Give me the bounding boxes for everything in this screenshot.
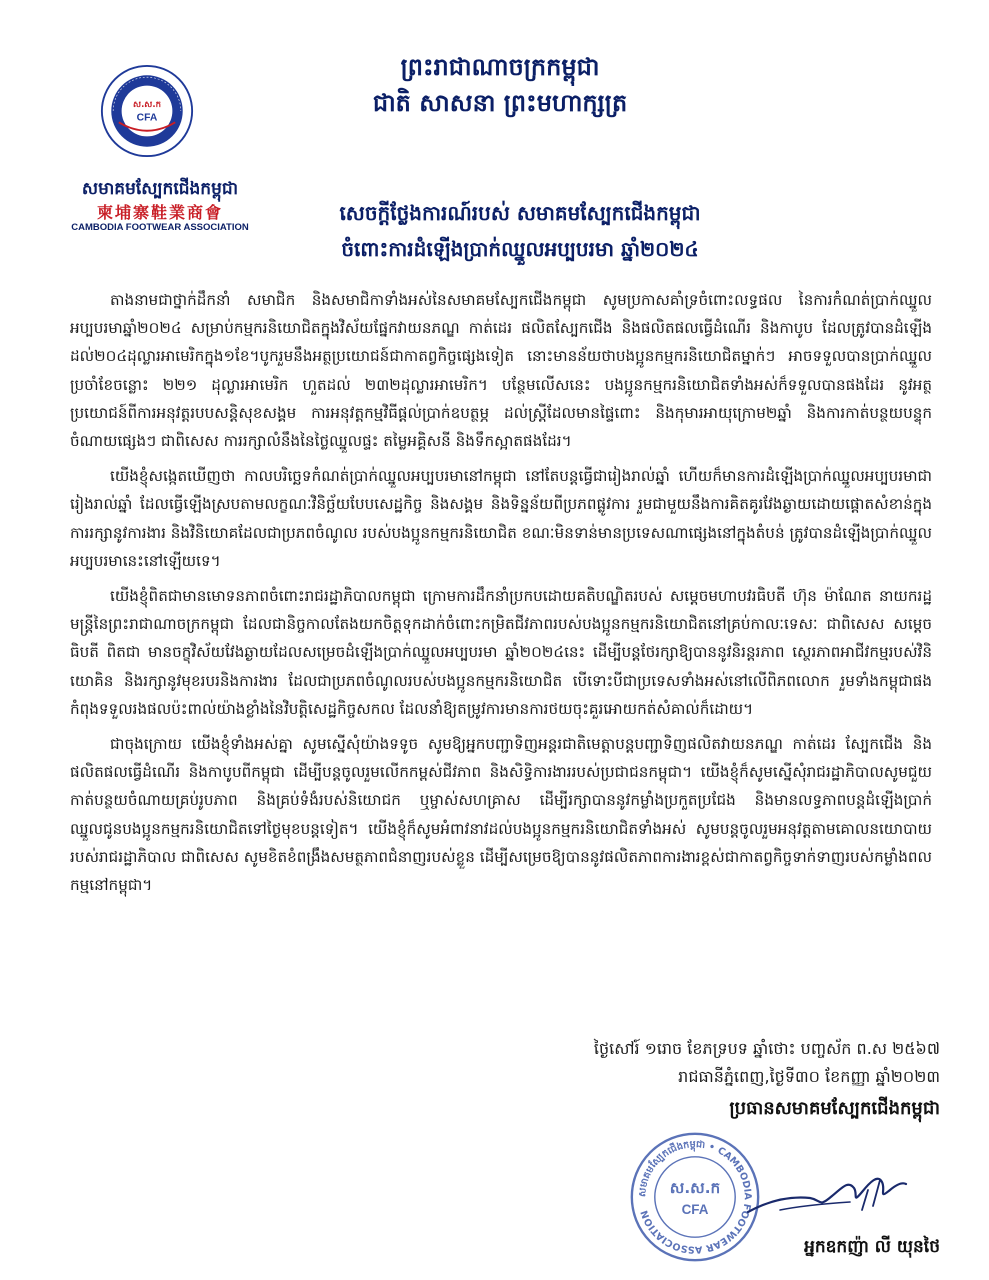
logo-center-km: ស.ស.ក	[133, 99, 161, 110]
signer-name: អ្នកឧកញ៉ា លី យុនថៃ	[804, 1237, 940, 1257]
org-name-english: CAMBODIA FOOTWEAR ASSOCIATION	[71, 222, 249, 233]
org-name-khmer: សមាគមស្បែកជើងកម្ពុជា	[81, 179, 239, 199]
handwritten-signature	[740, 1160, 910, 1230]
signer-title: ប្រធានសមាគមស្បែកជើងកម្ពុជា	[729, 1098, 940, 1119]
lunar-date: ថ្ងៃសៅរ៍ ១រោច ខែភទ្របទ ឆ្នាំថោះ បញ្ចស័ក ព.ស ២៥៦៧	[593, 1039, 940, 1058]
stamp-ring-text: សមាគមស្បែកជើងកម្ពុជា • CAMBODIA FOOTWEAR ASSOCIATION	[637, 1139, 753, 1255]
kingdom-heading: ព្រះរាជាណាចក្រកម្ពុជា	[400, 52, 600, 81]
org-name-chinese: 柬埔寨鞋業商會	[96, 203, 223, 222]
association-logo	[100, 64, 194, 158]
stamp-center-km: ស.ស.ក	[669, 1179, 721, 1198]
paragraph-3: យើងខ្ញុំពិតជាមានមោទនភាពចំពោះរាជរដ្ឋាភិបាលកម្ពុជា ក្រោមការដឹកនាំប្រកបដោយគតិបណ្ឌិតរបស់ សម្ដេចមហាបវរធិបតី ហ៊ុន ម៉ាណែត នាយករដ្ឋមន្ត្រីនៃព្រះរាជាណាចក្រកម្ពុជា ដែលជានិច្ចកាលតែងយកចិត្តទុកដាក់ចំពោះកម្រិតជីវភាពរបស់បងប្អូនកម្មករនិយោជិតនៅគ្រប់កាលៈទេសៈ ជាពិសេស សម្ដេចធិបតី ពិតជា មានចក្ខុវិស័យវែងឆ្ងាយដែលសម្រេចដំឡើងប្រាក់ឈ្នួលអប្បបរមា ឆ្នាំ២០២៤នេះ ដើម្បីបន្តថែរក្សាឱ្យបាននូវនិរន្តរភាព ស្ថេរភាពអាជីវកម្មរបស់វិនិយោគិន និងរក្សានូវមុខរបរនិងការងារ ដែលជាប្រភពចំណូលរបស់បងប្អូនកម្មករនិយោជិត បើទោះបីជាប្រទេសទាំងអស់នៅលើពិភពលោក រួមទាំងកម្ពុជាផងកំពុងទទួលរងផលប៉ះពាល់យ៉ាងខ្លាំងនៃវិបត្តិសេដ្ឋកិច្ចសកល ដែលនាំឱ្យតម្រូវការមានការថយចុះគួរអោយកត់សំគាល់ក៏ដោយ។	[70, 587, 932, 718]
statement-title: សេចក្ដីថ្លែងការណ៍របស់ សមាគមស្បែកជើងកម្ពុជា	[339, 201, 701, 225]
statement-body	[70, 286, 932, 906]
stamp-center-en: CFA	[681, 1202, 709, 1218]
paragraph-2: យើងខ្ញុំសង្កេតឃើញថា កាលបរិច្ឆេទកំណត់ប្រាក់ឈ្នួលអប្បបរមានៅកម្ពុជា នៅតែបន្តធ្វើជារៀងរាល់ឆ្នាំ ហើយក៏មានការដំឡើងប្រាក់ឈ្នួលអប្បបរមាជារៀងរាល់ឆ្នាំ ដែលធ្វើឡើងស្របតាមលក្ខណៈវិនិច្ឆ័យបែបសេដ្ឋកិច្ច និងសង្គម និងទិន្នន័យពីប្រភពផ្លូវការ រួមជាមួយនឹងការគិតគូរវែងឆ្ងាយដោយផ្ដោតសំខាន់ក្នុងការរក្សានូវការងារ និងវិនិយោគដែលជាប្រភពចំណូល របស់បងប្អូនកម្មករនិយោជិត ខណៈមិនទាន់មានប្រទេសណាផ្សេងនៅក្នុងតំបន់ ត្រូវបានដំឡើងប្រាក់ឈ្នួលអប្បបរមានេះនៅឡើយទេ។	[70, 467, 932, 570]
paragraph-4: ជាចុងក្រោយ យើងខ្ញុំទាំងអស់គ្នា សូមស្នើសុំយ៉ាងទទូច សូមឱ្យអ្នកបញ្ជាទិញអន្តរជាតិមេត្តាបន្តបញ្ជាទិញផលិតវាយនភណ្ឌ កាត់ដេរ ស្បែកជើង និងផលិតផលធ្វើដំណើរ និងកាបូបពីកម្ពុជា ដើម្បីបន្តចូលរួមលើកកម្ពស់ជីវភាព និងសិទ្ធិការងាររបស់ប្រជាជនកម្ពុជា។ យើងខ្ញុំក៏សូមស្នើសុំរាជរដ្ឋាភិបាលសូមជួយកាត់បន្ថយចំណាយគ្រប់រូបភាព និងគ្រប់ទំងំរបស់និយោជក ឬម្ចាស់សហគ្រាស ដើម្បីរក្សាបាននូវកម្លាំងប្រកួតប្រជែង និងមានលទ្ធភាពបន្តដំឡើងប្រាក់ឈ្នួលជូនបងប្អូនកម្មករនិយោជិតទៅថ្ងៃមុខបន្តទៀត។ យើងខ្ញុំក៏សូមអំពាវនាវដល់បងប្អូនកម្មករនិយោជិតទាំងអស់ សូមបន្តចូលរួមអនុវត្តតាមគោលនយោបាយរបស់រាជរដ្ឋាភិបាល ជាពិសេស សូមខិតខំពង្រឹងសមត្ថភាពជំនាញរបស់ខ្លួន ដើម្បីសម្រេចឱ្យបាននូវផលិតភាពការងារខ្ពស់ជាកាតព្វកិច្ចទាក់ទាញរបស់កម្លាំងពលកម្មនៅកម្ពុជា។	[70, 735, 932, 895]
paragraph-1: តាងនាមជាថ្នាក់ដឹកនាំ សមាជិក និងសមាជិកាទាំងអស់នៃសមាគមស្បែកជើងកម្ពុជា សូមប្រកាសគាំទ្រចំពោះលទ្ធផល នៃការកំណត់ប្រាក់ឈ្នួលអប្បបរមាឆ្នាំ២០២៤ សម្រាប់កម្មករនិយោជិតក្នុងវិស័យផ្នែកវាយនភណ្ឌ កាត់ដេរ ផលិតស្បែកជើង និងផលិតផលធ្វើដំណើរ និងកាបូប ដែលត្រូវបានដំឡើងដល់២០៤ដុល្លារអាមេរិកក្នុង១ខែ។បូករួមនឹងអត្ថប្រយោជន៍ជាកាតព្វកិច្ចផ្សេងទៀត នោះមានន័យថាបងប្អូនកម្មករនិយោជិតម្នាក់ៗ អាចទទួលបានប្រាក់ឈ្នួលប្រចាំខែចន្លោះ ២២១ ដុល្លារអាមេរិក ហួតដល់ ២៣២ដុល្លារអាមេរិក។ បន្ថែមលើសនេះ បងប្អូនកម្មករនិយោជិតទាំងអស់ក៏ទទួលបានផងដែរ នូវអត្ថប្រយោជន៍ពីការអនុវត្តរបបសន្តិសុខសង្គម ការអនុវត្តកម្មវិធីផ្ដល់ប្រាក់ឧបត្ថម្ភ ដល់ស្ត្រីដែលមានផ្ទៃពោះ និងកុមារអាយុក្រោម២ឆ្នាំ និងការកាត់បន្ថយបន្ទុកចំណាយផ្សេងៗ ជាពិសេស ការរក្សាលំនឹងនៃថ្លៃឈ្នួលផ្ទះ តម្លៃអគ្គិសនី និងទឹកស្អាតផងដែរ។	[70, 291, 932, 451]
logo-center-en: CFA	[136, 112, 158, 124]
solar-date: រាជធានីភ្នំពេញ,ថ្ងៃទី៣០ ខែកញ្ញា ឆ្នាំ២០២៣	[678, 1067, 940, 1086]
national-motto: ជាតិ សាសនា ព្រះមហាក្សត្រ	[372, 88, 628, 117]
statement-subtitle: ចំពោះការដំឡើងប្រាក់ឈ្នួលអប្បបរមា ឆ្នាំ២០២៤	[341, 237, 699, 261]
